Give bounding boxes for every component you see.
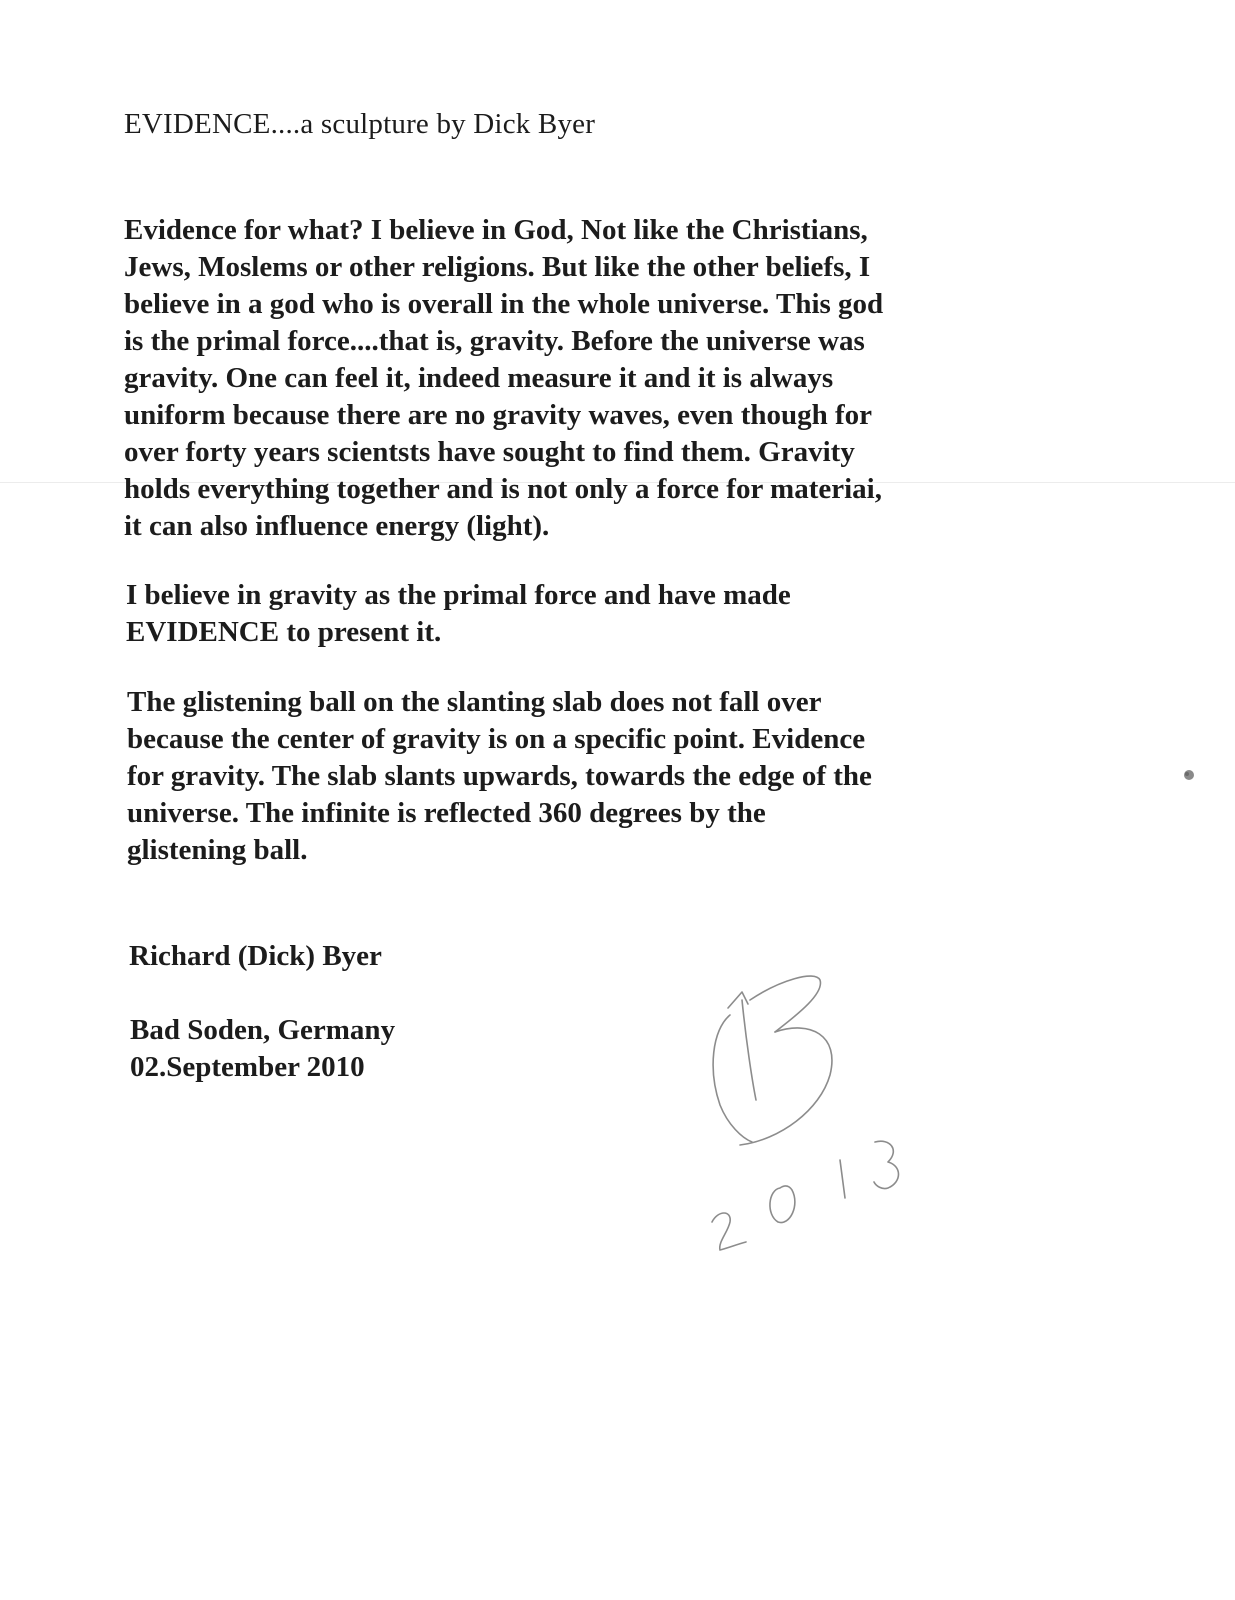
scan-speck <box>1182 768 1196 782</box>
date-text: 02.September 2010 <box>130 1051 365 1083</box>
handwritten-signature-mark <box>690 960 930 1260</box>
document-title: EVIDENCE....a sculpture by Dick Byer <box>124 108 596 140</box>
place-and-date <box>130 1012 395 1086</box>
paragraph-sculpture-description: The glistening ball on the slanting slab does not fall over because the center of gravity is on a specific point. Evidence for gravity. The slab slants upwards, towards the edge of the universe. The infinite is reflected 360 degrees by the glistening ball. <box>127 686 872 866</box>
paragraph-belief: Evidence for what? I believe in God, Not like the Christians, Jews, Moslems or other religions. But like the other beliefs, I believe in a god who is overall in the whole universe. This god is the primal force....that is, gravity. Before the universe was gravity. One can feel it, indeed measure it and it is always uniform because there are no gravity waves, even though for over forty years scientsts have sought to find them. Gravity holds everything together and is not only a force for materiai, it can also influence energy (light). <box>124 214 884 542</box>
author-name: Richard (Dick) Byer <box>129 940 382 972</box>
place-text: Bad Soden, Germany <box>130 1014 396 1046</box>
paragraph-gravity-evidence: I believe in gravity as the primal force and have made EVIDENCE to present it. <box>126 579 791 648</box>
